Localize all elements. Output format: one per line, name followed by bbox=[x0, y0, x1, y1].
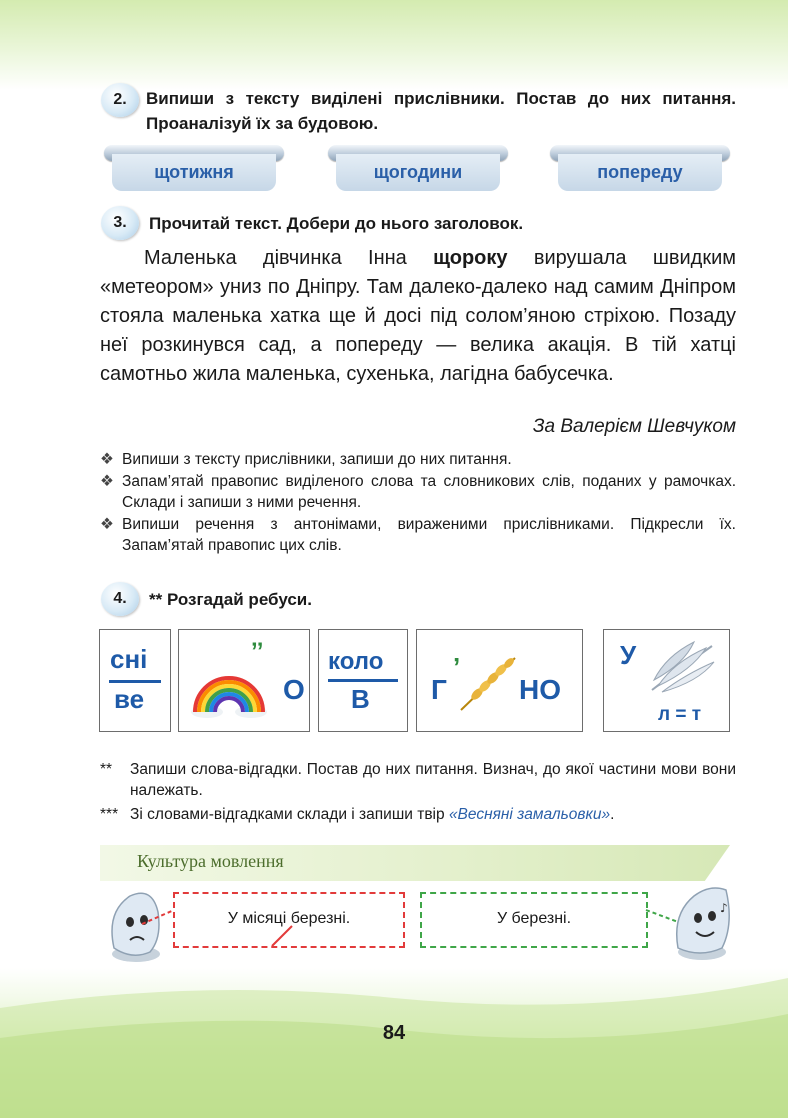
bullet-item: ❖ Запам’ятай правопис виділеного слова та словникових слів, поданих у рамочках. Склади і запиши з ними речення. bbox=[100, 473, 736, 511]
top-decorative-band bbox=[0, 0, 788, 90]
happy-character-icon bbox=[668, 884, 738, 964]
word-scroll bbox=[328, 145, 508, 191]
scroll-word: щогодини bbox=[336, 154, 500, 191]
rebus-4 bbox=[416, 629, 583, 732]
page-number: 84 bbox=[382, 1022, 406, 1044]
svg-text:♪: ♪ bbox=[720, 901, 728, 915]
rebus-suffix: НО bbox=[519, 674, 561, 705]
rebus-5 bbox=[603, 629, 730, 732]
task-2-instruction: Випиши з тексту виділені прислівники. Постав до них питання. Проаналізуй їх за будовою. bbox=[146, 89, 736, 133]
task-3-bullets bbox=[100, 449, 736, 557]
fraction-line bbox=[328, 679, 398, 682]
task-number-badge: 2. bbox=[101, 83, 139, 117]
task-3-instruction: Прочитай текст. Добери до нього заголовок. bbox=[149, 214, 524, 233]
task-number-badge: 3. bbox=[101, 206, 139, 240]
note-item: ** Запиши слова-відгадки. Постав до них питання. Визнач, до якої частини мови вони належать. bbox=[100, 761, 736, 799]
highlighted-adverb: щороку bbox=[433, 247, 508, 269]
feathers-icon bbox=[648, 640, 718, 698]
reading-text: Маленька дівчинка Інна щороку вирушала швидким «метеором» униз по Дніпру. Там далеко-далеко над самим Дніпром стояла маленька хатка ще й досі під солом’яною стріхою. Позаду неї розкинувся сад, а попереду — велика акація. В тій хатці самотньо жила маленька, сухенька, лагідна бабусечка. bbox=[100, 247, 736, 385]
task-number-badge: 4. bbox=[101, 582, 139, 616]
wrong-phrase-bubble: У місяці березні. bbox=[173, 892, 405, 948]
rebus-fraction-bottom: ве bbox=[114, 684, 145, 714]
correct-phrase-bubble: У березні. bbox=[420, 892, 648, 948]
scroll-word: щотижня bbox=[112, 154, 276, 191]
rebus-commas: ’’ bbox=[251, 638, 264, 665]
rebus-letter: У bbox=[620, 640, 637, 670]
rebus-fraction-top: коло bbox=[328, 648, 384, 675]
task-4-instruction: ** Розгадай ребуси. bbox=[149, 590, 312, 609]
note-item: *** Зі словами-відгадками склади і запиши твір «Весняні замальовки». bbox=[100, 806, 615, 823]
rebus-fraction-top: сні bbox=[110, 644, 148, 674]
strike-mark bbox=[270, 922, 294, 948]
rebus-3 bbox=[318, 629, 408, 732]
rebus-rule: л = т bbox=[658, 704, 702, 725]
task-4-notes bbox=[100, 759, 736, 828]
bullet-item: ❖ Випиши з тексту прислівники, запиши до них питання. bbox=[100, 451, 512, 468]
bullet-item: ❖ Випиши речення з антонімами, вираженими прислівниками. Підкресли їх. Запам’ятай правопис цих слів. bbox=[100, 516, 736, 554]
rebus-letter: Г bbox=[431, 674, 447, 705]
word-scroll bbox=[550, 145, 730, 191]
rebus-1 bbox=[99, 629, 171, 732]
struck-letters: ці bbox=[274, 910, 287, 927]
culture-title: Культура мовлення bbox=[137, 851, 284, 871]
rebus-fraction-bottom: В bbox=[351, 684, 370, 714]
rebus-comma: ’ bbox=[453, 652, 461, 682]
rebus-letter: О bbox=[283, 674, 305, 705]
rebus-2 bbox=[178, 629, 310, 732]
scroll-word: попереду bbox=[558, 154, 722, 191]
text-author: За Валерієм Шевчуком bbox=[532, 416, 736, 437]
wheat-ear-icon bbox=[457, 654, 521, 714]
sad-character-icon bbox=[100, 888, 170, 968]
fraction-line bbox=[109, 680, 161, 683]
word-scroll bbox=[104, 145, 284, 191]
